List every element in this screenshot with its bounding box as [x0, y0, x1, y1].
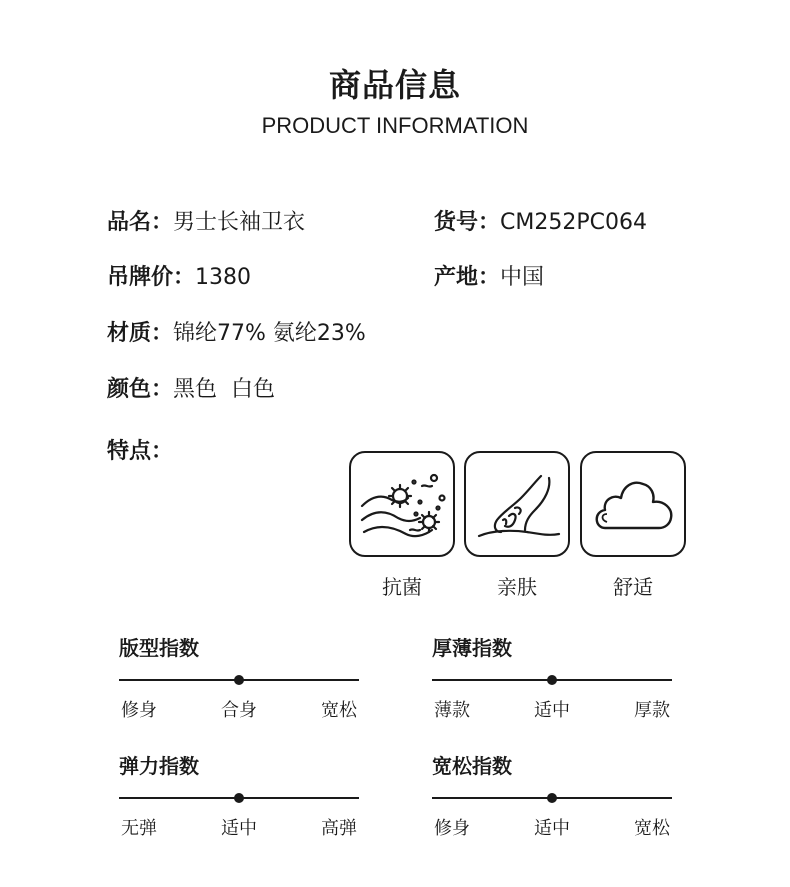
feature-antibacterial [349, 451, 455, 600]
field-sku-value: CM252PC064 [500, 210, 647, 235]
index-elasticity-title: 弹力指数 [119, 754, 199, 778]
field-origin [434, 264, 544, 292]
feature-antibacterial-label: 抗菌 [382, 575, 422, 599]
features-label: 特点： [107, 439, 174, 464]
index-elasticity-tick-mid: 适中 [221, 818, 257, 839]
index-fit-tick-high: 宽松 [321, 700, 357, 721]
page-title-cn: 商品信息 [328, 66, 461, 104]
field-color [107, 376, 275, 404]
feature-skin-friendly [464, 451, 570, 600]
index-elasticity-track [119, 788, 359, 808]
index-thickness-tick-high: 厚款 [634, 700, 670, 721]
feature-skin-friendly-label: 亲肤 [497, 575, 537, 599]
index-looseness-marker [547, 793, 557, 803]
index-fit-tick-low: 修身 [121, 700, 157, 721]
index-elasticity-tick-high: 高弹 [321, 818, 357, 839]
field-material [107, 320, 366, 348]
skin-friendly-icon [469, 456, 565, 552]
index-fit-tick-mid: 合身 [221, 700, 257, 721]
feature-skin-friendly-box [464, 451, 570, 557]
index-thickness-marker [547, 675, 557, 685]
index-elasticity-marker [234, 793, 244, 803]
index-thickness-tick-low: 薄款 [434, 700, 470, 721]
index-looseness-tick-low: 修身 [434, 818, 470, 839]
field-origin-value: 中国 [500, 265, 545, 290]
field-color-label: 颜色： [107, 377, 174, 402]
feature-antibacterial-box [349, 451, 455, 557]
index-looseness-tick-high: 宽松 [634, 818, 670, 839]
antibacterial-icon [354, 456, 450, 552]
index-thickness-title: 厚薄指数 [432, 636, 512, 660]
index-looseness-tick-mid: 适中 [534, 818, 570, 839]
index-elasticity [119, 750, 359, 840]
index-elasticity-tick-low: 无弹 [121, 818, 157, 839]
index-fit-marker [234, 675, 244, 685]
field-price [107, 264, 251, 292]
index-looseness-track [432, 788, 672, 808]
index-looseness-title: 宽松指数 [432, 754, 512, 778]
field-sku-label: 货号： [434, 210, 501, 235]
field-color-value: 黑色 白色 [173, 377, 276, 402]
index-fit [119, 632, 359, 722]
field-origin-label: 产地： [434, 265, 501, 290]
index-fit-title: 版型指数 [119, 636, 199, 660]
page-title-en: PRODUCT INFORMATION [261, 113, 529, 138]
field-material-label: 材质： [107, 321, 174, 346]
field-price-value: 1380 [195, 265, 252, 290]
field-name [107, 209, 305, 237]
index-thickness [432, 632, 672, 722]
index-looseness [432, 750, 672, 840]
feature-comfort-box [580, 451, 686, 557]
field-material-value: 锦纶77% 氨纶23% [173, 321, 366, 346]
index-thickness-tick-mid: 适中 [534, 700, 570, 721]
cloud-comfort-icon [585, 456, 681, 552]
feature-comfort [580, 451, 686, 600]
field-price-label: 吊牌价： [107, 265, 196, 290]
index-fit-track [119, 670, 359, 690]
index-thickness-track [432, 670, 672, 690]
field-name-label: 品名： [107, 210, 174, 235]
field-sku [434, 209, 647, 237]
feature-comfort-label: 舒适 [613, 575, 653, 599]
field-name-value: 男士长袖卫衣 [173, 210, 306, 235]
